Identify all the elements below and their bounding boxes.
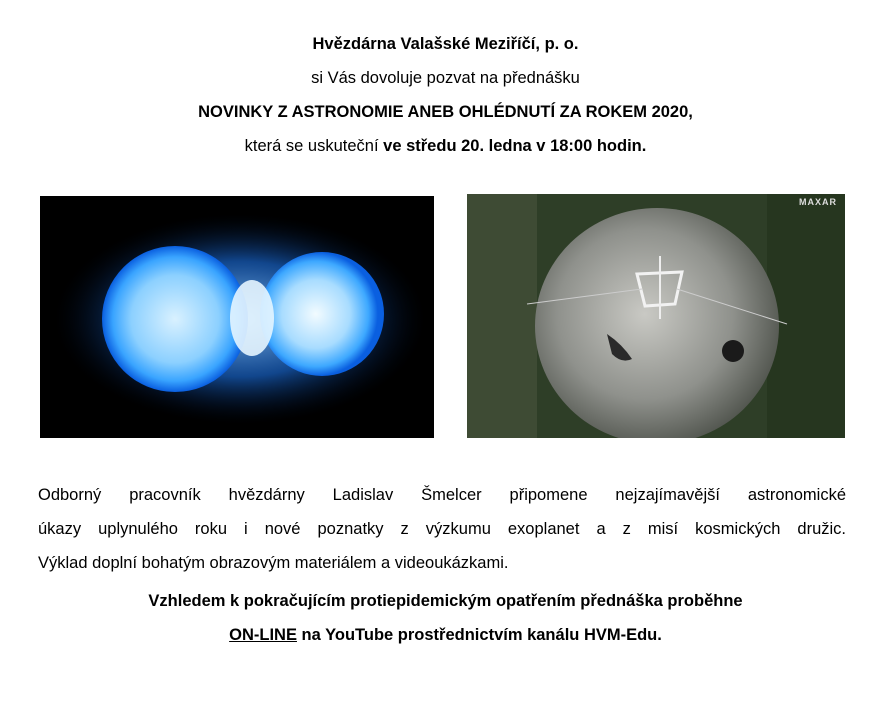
date-bold: ve středu 20. ledna v 18:00 hodin.	[383, 137, 647, 155]
notice-line-2	[0, 625, 891, 645]
organization-name: Hvězdárna Valašské Meziříčí, p. o.	[312, 35, 579, 53]
notice-line-1: Vzhledem k pokračujícím protiepidemickým opatřením přednáška proběhne	[148, 592, 743, 610]
maxar-watermark: MAXAR	[799, 197, 837, 207]
arecibo-telescope-image	[467, 194, 845, 438]
lecture-date	[0, 136, 891, 156]
description-line-1: Odborný pracovník hvězdárny Ladislav Šmelcer připomene nejzajímavější astronomické	[38, 486, 846, 504]
lecture-title: NOVINKY Z ASTRONOMIE ANEB OHLÉDNUTÍ ZA ROKEM 2020,	[198, 103, 693, 121]
online-label: ON-LINE	[229, 626, 297, 644]
invitation-text: si Vás dovoluje pozvat na přednášku	[311, 69, 580, 87]
date-prefix: která se uskuteční	[244, 137, 384, 155]
description-line-2: úkazy uplynulého roku i nové poznatky z výzkumu exoplanet a z misí kosmických družic.	[38, 520, 846, 538]
description-line-3: Výklad doplní bohatým obrazovým materiálem a videoukázkami.	[38, 554, 509, 572]
binary-star-image	[40, 196, 434, 438]
youtube-channel-text: na YouTube prostřednictvím kanálu HVM-Edu.	[296, 626, 662, 644]
